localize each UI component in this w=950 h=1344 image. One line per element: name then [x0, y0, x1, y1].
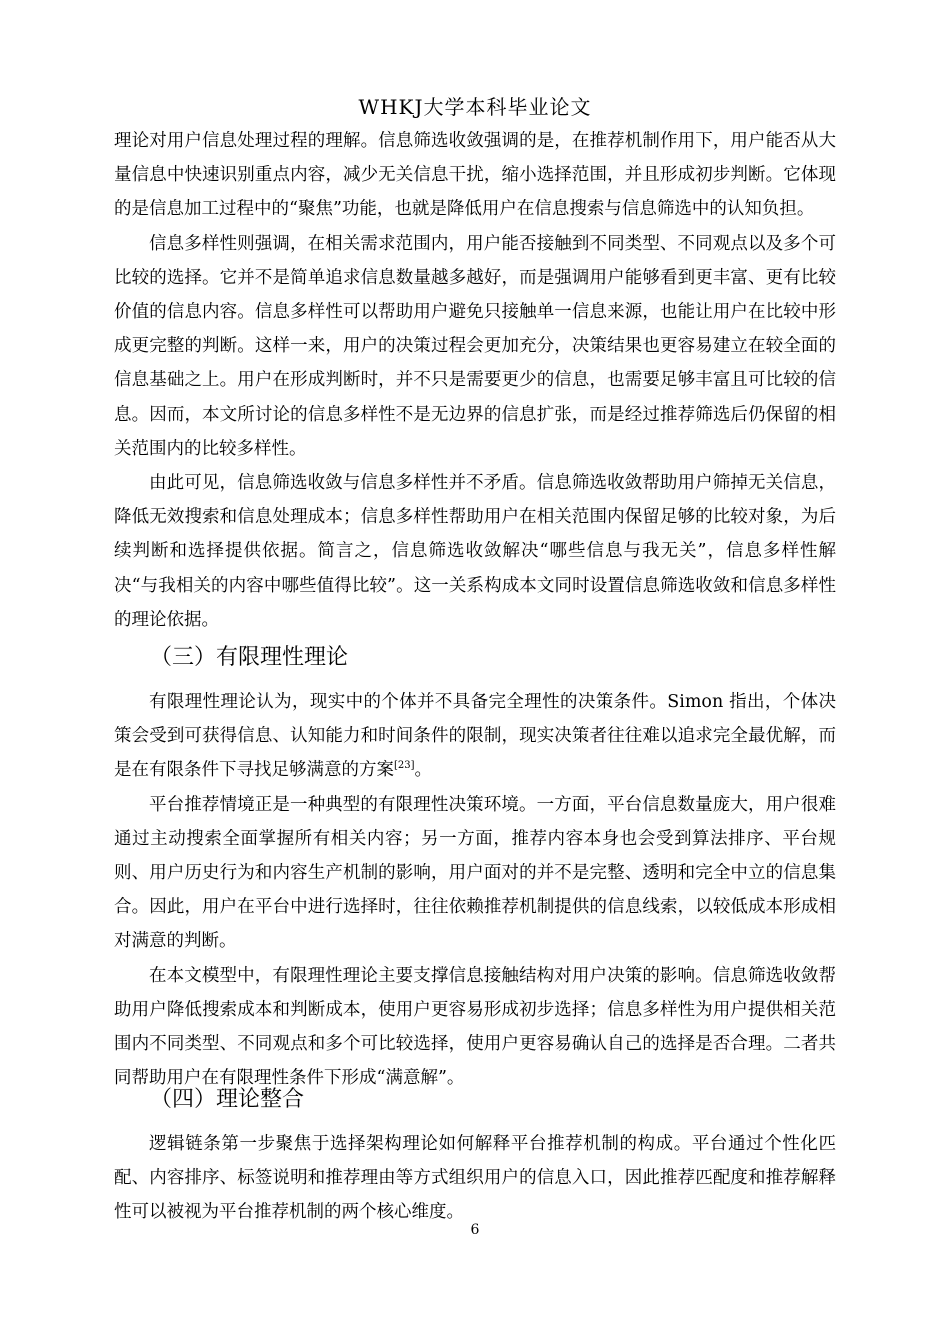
body-block-continued	[114, 124, 836, 637]
section-heading-theory-integration: （四）理论整合	[150, 1087, 305, 1112]
paragraph-diversity: 信息多样性则强调，在相关需求范围内，用户能否接触到不同类型、不同观点以及多个可比较的选择。它并不是简单追求信息数量越多越好，而是强调用户能够看到更丰富、更有比较价值的信息内容。信息多样性可以帮助用户避免只接触单一信息来源，也能让用户在比较中形成更完整的判断。这样一来，用户的决策过程会更加充分，决策结果也更容易建立在较全面的信息基础之上。用户在形成判断时，并不只是需要更少的信息，也需要足够丰富且可比较的信息。因而，本文所讨论的信息多样性不是无边界的信息扩张，而是经过推荐筛选后仍保留的相关范围内的比较多样性。	[114, 233, 836, 459]
paragraph-logic-chain: 逻辑链条第一步聚焦于选择架构理论如何解释平台推荐机制的构成。平台通过个性化匹配、内容排序、标签说明和推荐理由等方式组织用户的信息入口，因此推荐匹配度和推荐解释性可以被视为平台推荐机制的两个核心维度。	[114, 1134, 836, 1223]
paragraph-platform-context: 平台推荐情境正是一种典型的有限理性决策环境。一方面，平台信息数量庞大，用户很难通过主动搜索全面掌握所有相关内容；另一方面，推荐内容本身也会受到算法排序、平台规则、用户历史行为和内容生产机制的影响，用户面对的并不是完整、透明和完全中立的信息集合。因此，用户在平台中进行选择时，往往依赖推荐机制提供的信息线索，以较低成本形成相对满意的判断。	[114, 794, 836, 952]
citation-23: [23]	[394, 760, 415, 772]
paragraph-simon-end: 。	[414, 760, 433, 781]
running-header: WHKJ大学本科毕业论文	[358, 95, 592, 119]
page-number: 6	[470, 1222, 480, 1238]
body-block-section-4	[114, 1127, 836, 1230]
paragraph-model: 在本文模型中，有限理性理论主要支撑信息接触结构对用户决策的影响。信息筛选收敛帮助用户降低搜索成本和判断成本，使用户更容易形成初步选择；信息多样性为用户提供相关范围内不同类型、不同观点和多个可比较选择，使用户更容易确认自己的选择是否合理。二者共同帮助用户在有限理性条件下形成“满意解”。	[114, 965, 836, 1089]
paragraph-relationship: 由此可见，信息筛选收敛与信息多样性并不矛盾。信息筛选收敛帮助用户筛掉无关信息，降低无效搜索和信息处理成本；信息多样性帮助用户在相关范围内保留足够的比较对象，为后续判断和选择提供依据。简言之，信息筛选收敛解决“哪些信息与我无关”，信息多样性解决“与我相关的内容中哪些值得比较”。这一关系构成本文同时设置信息筛选收敛和信息多样性的理论依据。	[114, 473, 836, 630]
paragraph-simon	[114, 685, 836, 788]
paragraph-continued: 理论对用户信息处理过程的理解。信息筛选收敛强调的是，在推荐机制作用下，用户能否从大量信息中快速识别重点内容，减少无关信息干扰，缩小选择范围，并且形成初步判断。它体现的是信息加工过程中的“聚焦”功能，也就是降低用户在信息搜索与信息筛选中的认知负担。	[114, 131, 836, 220]
body-block-section-3	[114, 685, 836, 1095]
section-heading-bounded-rationality: （三）有限理性理论	[150, 645, 349, 670]
paragraph-simon-text: 有限理性理论认为，现实中的个体并不具备完全理性的决策条件。Simon 指出，个体决策会受到可获得信息、认知能力和时间条件的限制，现实决策者往往难以追求完全最优解，而是在有限条件下寻找足够满意的方案	[114, 692, 836, 781]
